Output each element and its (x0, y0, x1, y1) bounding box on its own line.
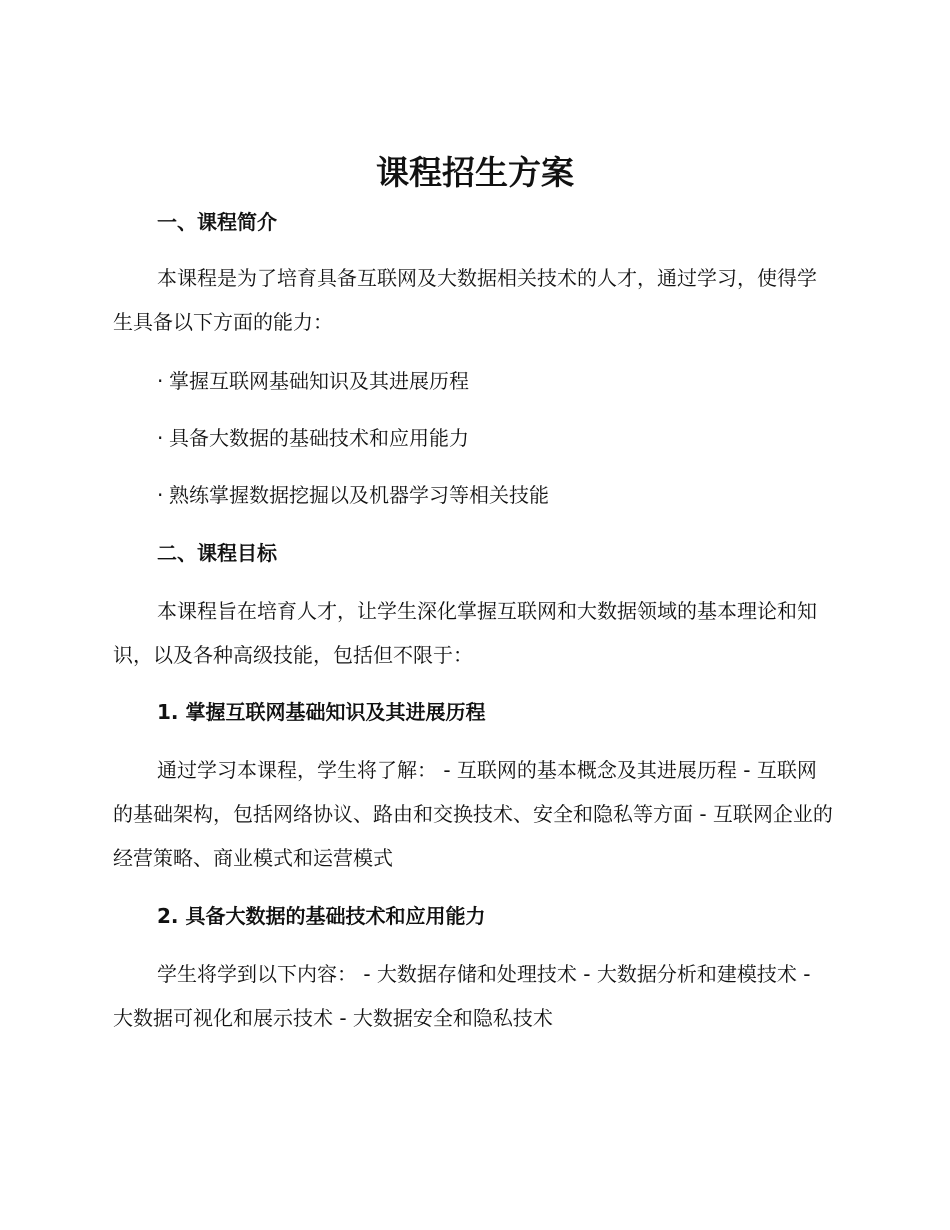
list-item (157, 481, 549, 509)
list-item (157, 367, 469, 395)
list-item-text: 掌握互联网基础知识及其进展历程 (169, 369, 469, 393)
bullet-marker: · (157, 426, 164, 450)
bullet-marker: · (157, 369, 164, 393)
paragraph-course-goals: 本课程旨在培育人才，让学生深化掌握互联网和大数据领域的基本理论和知识，以及各种高级技能，包括但不限于： (113, 599, 817, 667)
section-heading-course-goals: 二、课程目标 (157, 541, 277, 565)
list-item-text: 具备大数据的基础技术和应用能力 (169, 426, 469, 450)
section-heading-course-intro: 一、课程简介 (157, 210, 277, 234)
page-title: 课程招生方案 (376, 153, 574, 192)
paragraph-big-data-skills: 学生将学到以下内容： - 大数据存储和处理技术 - 大数据分析和建模技术 - 大数据可视化和展示技术 - 大数据安全和隐私技术 (113, 962, 811, 1030)
bullet-marker: · (157, 483, 164, 507)
subheading-big-data-skills: 2. 具备大数据的基础技术和应用能力 (157, 904, 486, 928)
list-item (157, 424, 469, 452)
paragraph-internet-basics: 通过学习本课程，学生将了解： - 互联网的基本概念及其进展历程 - 互联网的基础架构，包括网络协议、路由和交换技术、安全和隐私等方面 - 互联网企业的经营策略、商业模式和运营模式 (113, 758, 833, 870)
paragraph-course-intro: 本课程是为了培育具备互联网及大数据相关技术的人才，通过学习，使得学生具备以下方面的能力： (113, 266, 817, 334)
list-item-text: 熟练掌握数据挖掘以及机器学习等相关技能 (169, 483, 549, 507)
subheading-internet-basics: 1. 掌握互联网基础知识及其进展历程 (157, 700, 486, 724)
